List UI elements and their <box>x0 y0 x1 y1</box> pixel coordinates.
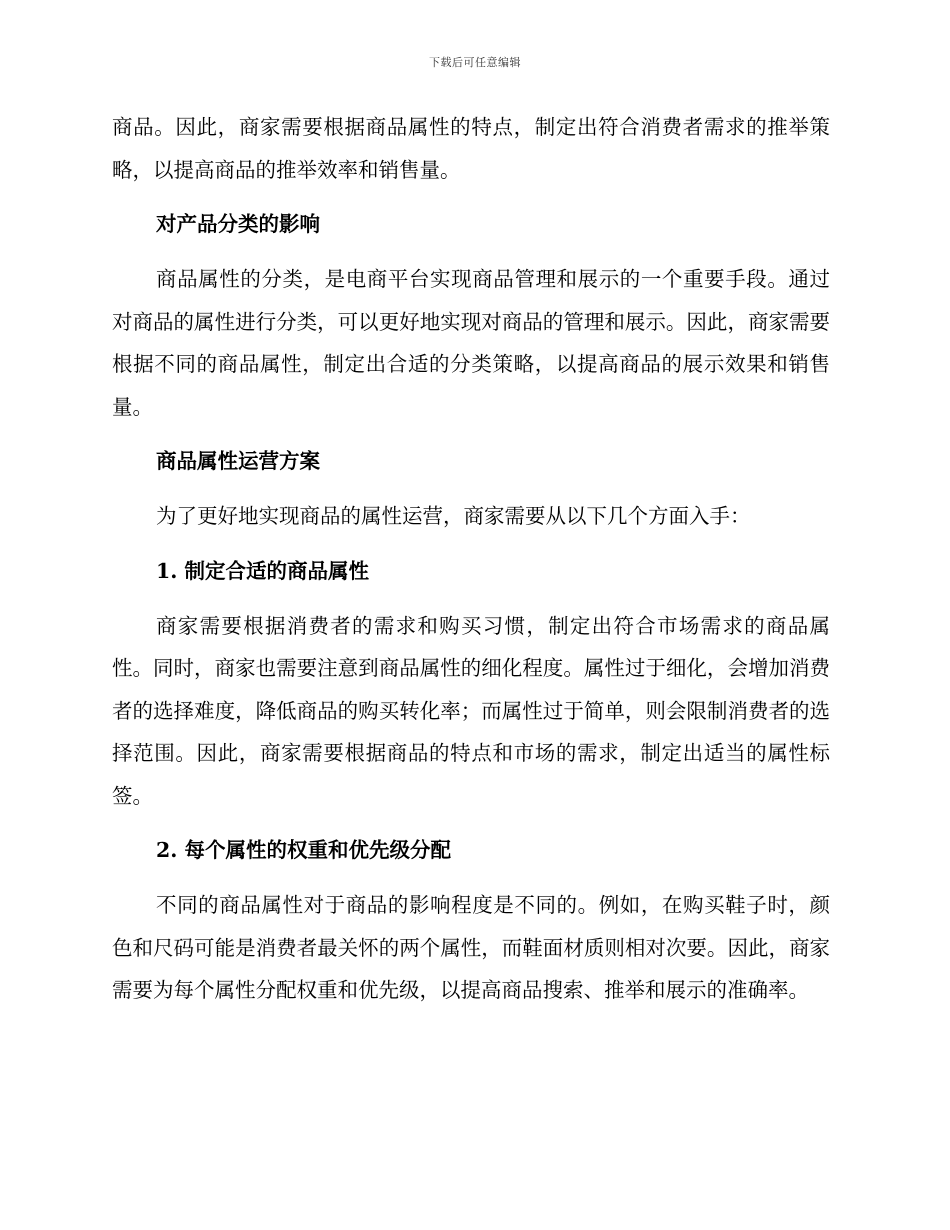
subsection-heading-2: 2. 每个属性的权重和优先级分配 <box>156 838 452 862</box>
paragraph-3: 为了更好地实现商品的属性运营，商家需要从以下几个方面入手： <box>156 504 751 528</box>
paragraph-5: 不同的商品属性对于商品的影响程度是不同的。例如，在购买鞋子时，颜色和尺码可能是消费者最关怀的两个属性，而鞋面材质则相对次要。因此，商家需要为每个属性分配权重和优先级，以提高商品搜索、推举和展示的准确率。 <box>112 893 830 1002</box>
paragraph-2: 商品属性的分类，是电商平台实现商品管理和展示的一个重要手段。通过对商品的属性进行分类，可以更好地实现对商品的管理和展示。因此，商家需要根据不同的商品属性，制定出合适的分类策略，以提高商品的展示效果和销售量。 <box>112 267 830 419</box>
section-heading-1: 对产品分类的影响 <box>156 212 320 236</box>
document-body <box>112 106 830 1025</box>
page-header: 下载后可任意编辑 <box>429 56 521 69</box>
paragraph-1: 商品。因此，商家需要根据商品属性的特点，制定出符合消费者需求的推举策略，以提高商品的推举效率和销售量。 <box>112 115 830 182</box>
subsection-heading-1: 1. 制定合适的商品属性 <box>156 558 370 583</box>
paragraph-4: 商家需要根据消费者的需求和购买习惯，制定出符合市场需求的商品属性。同时，商家也需要注意到商品属性的细化程度。属性过于细化，会增加消费者的选择难度，降低商品的购买转化率；而属性过于简单，则会限制消费者的选择范围。因此，商家需要根据商品的特点和市场的需求，制定出适当的属性标签。 <box>112 613 830 808</box>
section-heading-2: 商品属性运营方案 <box>156 449 320 473</box>
